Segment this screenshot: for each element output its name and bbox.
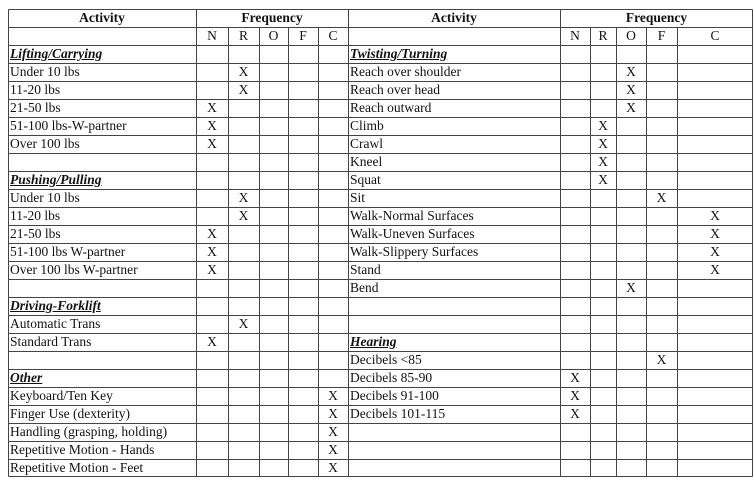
column-header-o: O [268, 28, 279, 43]
frequency-mark: X [570, 370, 580, 385]
activity-label: Reach over shoulder [350, 64, 461, 79]
activity-label: Repetitive Motion - Hands [10, 442, 155, 457]
section-heading: Hearing [350, 334, 397, 349]
activity-label: Decibels 91-100 [350, 388, 439, 403]
frequency-mark: X [207, 262, 217, 277]
activity-label: Repetitive Motion - Feet [10, 460, 144, 475]
column-header-f: F [299, 28, 307, 43]
section-heading: Driving-Forklift [10, 298, 101, 313]
frequency-mark: X [238, 190, 249, 205]
section-heading: Lifting/Carrying [10, 46, 103, 61]
activity-label: 51-100 lbs-W-partner [10, 118, 127, 133]
frequency-mark: X [238, 316, 249, 331]
frequency-mark: X [710, 226, 720, 241]
frequency-mark: X [328, 406, 338, 421]
activity-label: 11-20 lbs [10, 208, 61, 223]
frequency-mark: X [207, 118, 217, 133]
section-heading: Pushing/Pulling [10, 172, 102, 187]
activity-label: Walk-Slippery Surfaces [350, 244, 479, 259]
activity-label: Finger Use (dexterity) [10, 406, 130, 421]
frequency-mark: X [656, 352, 667, 367]
frequency-mark: X [570, 388, 580, 403]
physical-demands-table [8, 9, 753, 478]
activity-label: Bend [350, 280, 379, 295]
activity-label: Handling (grasping, holding) [10, 424, 168, 439]
header-activity-right: Activity [431, 10, 477, 25]
activity-label: Standard Trans [10, 334, 92, 349]
activity-label: Kneel [350, 154, 383, 169]
frequency-mark: X [710, 244, 720, 259]
activity-label: Under 10 lbs [10, 190, 80, 205]
activity-label: Decibels 85-90 [350, 370, 433, 385]
frequency-mark: X [207, 100, 217, 115]
activity-label: Decibels 101-115 [350, 406, 446, 421]
frequency-mark: X [710, 208, 720, 223]
activity-label: 21-50 lbs [10, 226, 61, 241]
activity-label: Sit [350, 190, 366, 205]
header-frequency-right: Frequency [625, 10, 688, 25]
activity-label: 11-20 lbs [10, 82, 61, 97]
column-header-n: N [570, 28, 580, 43]
activity-label: Climb [350, 118, 384, 133]
header-frequency-left: Frequency [241, 10, 303, 25]
frequency-mark: X [626, 64, 636, 79]
section-heading: Twisting/Turning [350, 46, 448, 61]
activity-label: Crawl [350, 136, 383, 151]
column-header-n: N [207, 28, 217, 43]
activity-label: Walk-Uneven Surfaces [350, 226, 475, 241]
frequency-mark: X [207, 226, 217, 241]
activity-label: Over 100 lbs [10, 136, 80, 151]
column-header-r: R [238, 28, 248, 43]
frequency-mark: X [328, 388, 338, 403]
frequency-mark: X [207, 244, 217, 259]
section-heading: Other [10, 370, 43, 385]
activity-label: Under 10 lbs [10, 64, 80, 79]
frequency-mark: X [626, 100, 636, 115]
column-header-r: R [598, 28, 608, 43]
frequency-mark: X [328, 424, 338, 439]
activity-label: Stand [350, 262, 381, 277]
frequency-mark: X [238, 64, 249, 79]
activity-label: 51-100 lbs W-partner [10, 244, 126, 259]
frequency-mark: X [626, 280, 636, 295]
frequency-mark: X [598, 118, 608, 133]
frequency-mark: X [328, 460, 338, 475]
activity-label: Squat [350, 172, 381, 187]
frequency-mark: X [238, 208, 249, 223]
column-header-f: F [657, 28, 666, 43]
column-header-o: O [626, 28, 636, 43]
frequency-mark: X [570, 406, 580, 421]
activity-label: Reach over head [350, 82, 440, 97]
frequency-mark: X [207, 334, 217, 349]
frequency-mark: X [207, 136, 217, 151]
frequency-mark: X [328, 442, 338, 457]
frequency-mark: X [598, 172, 608, 187]
activity-label: Automatic Trans [10, 316, 101, 331]
frequency-mark: X [710, 262, 720, 277]
header-activity-left: Activity [79, 10, 125, 25]
frequency-mark: X [598, 136, 608, 151]
activity-label: Over 100 lbs W-partner [10, 262, 138, 277]
frequency-mark: X [238, 82, 249, 97]
activity-label: 21-50 lbs [10, 100, 61, 115]
activity-label: Keyboard/Ten Key [10, 388, 113, 403]
column-header-c: C [328, 28, 338, 43]
activity-label: Decibels <85 [350, 352, 422, 367]
column-header-c: C [710, 28, 720, 43]
activity-label: Reach outward [350, 100, 432, 115]
frequency-mark: X [598, 154, 608, 169]
frequency-mark: X [626, 82, 636, 97]
activity-label: Walk-Normal Surfaces [350, 208, 474, 223]
frequency-mark: X [656, 190, 667, 205]
